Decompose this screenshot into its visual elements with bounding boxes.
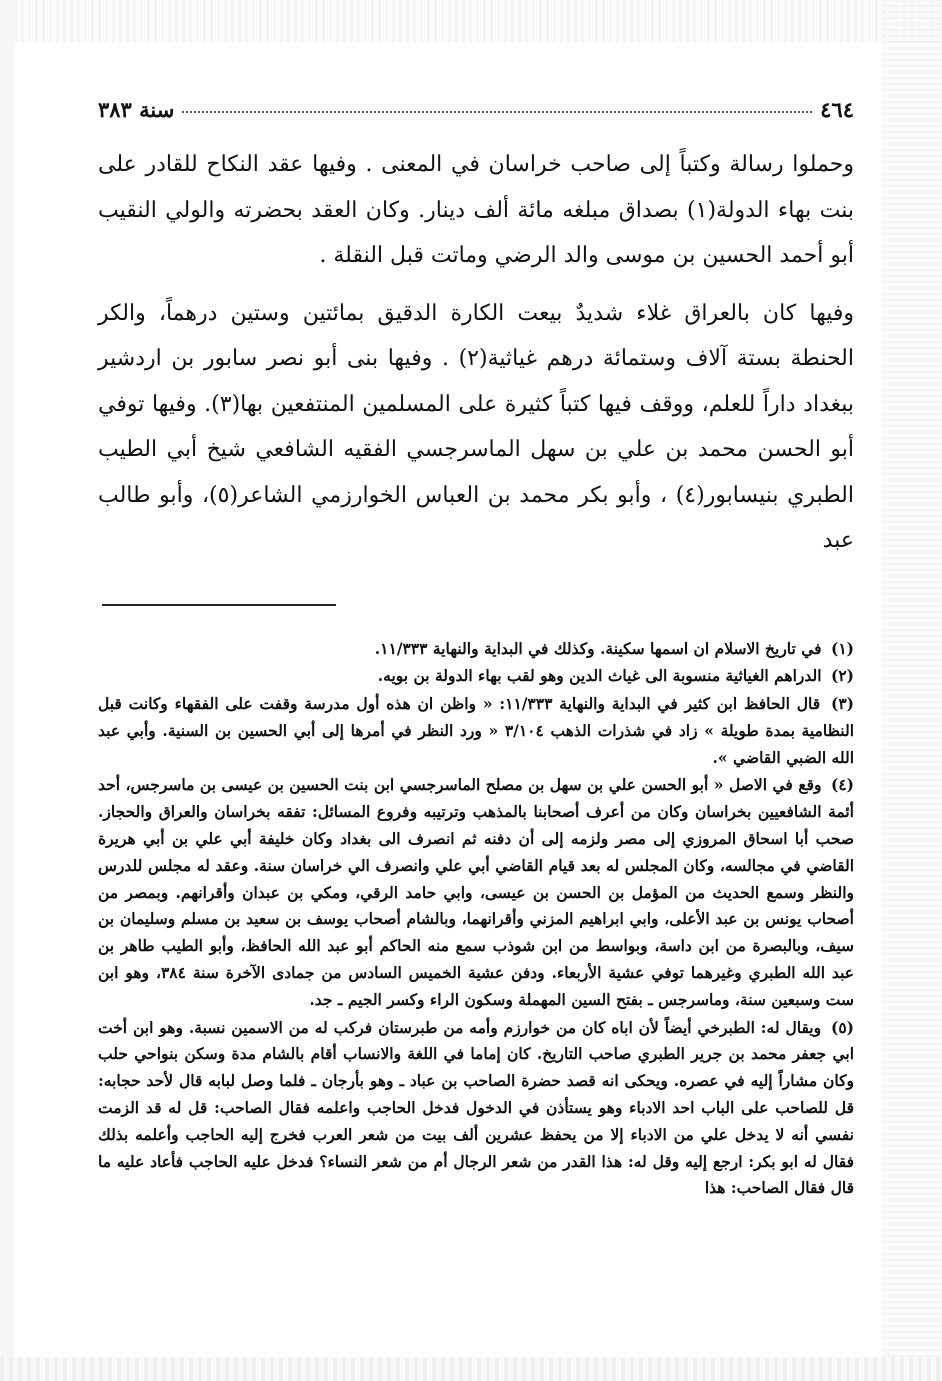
footnotes xyxy=(98,636,854,1203)
footnote-text: في تاريخ الاسلام ان اسمها سكينة. وكذلك في البداية والنهاية ١١/٣٣٣. xyxy=(374,638,822,658)
scan-edge-top xyxy=(0,0,942,42)
header-dotted-leader xyxy=(182,111,812,113)
scan-edge-right xyxy=(882,0,942,1381)
page-number: ٤٦٤ xyxy=(820,97,854,122)
paragraph-2: وفيها كان بالعراق غلاء شديدٌ بيعت الكارة الدقيق بمائتين وستين درهماً، والكر الحنطة بستة آلاف وستمائة درهم غياثية(٢) . وفيها بنى أبو نصر سابور بن اردشير ببغداد داراً للعلم، ووقف فيها كتباً كثيرة على المسلمين المنتفعين بها(٣). وفيها توفي أبو الحسن محمد بن علي بن سهل الماسرجسي الفقيه الشافعي شيخ أبي الطيب الطبري بنيسابور(٤) ، وأبو بكر محمد بن العباس الخوارزمي الشاعر(٥)، وأبو طالب عبد xyxy=(98,300,855,553)
main-text xyxy=(98,142,854,564)
book-page xyxy=(98,88,854,1203)
footnote-text: ويقال له: الطبرخي أيضاً لأن اباه كان من خوارزم وأمه من طبرستان فركب له من الاسمين نسبة. وهو ابن أخت ابي جعفر محمد بن جرير الطبري صاحب التاريخ. كان إماما في اللغة والانساب أقام بالشام مدة وسكن بنواحي حلب وكان مشاراً إليه في عصره. ويحكى انه قصد حضرة الصاحب بن عباد ـ وهو بأرجان ـ فلما وصل لبابه قال لأحد حجابه: قل للصاحب على الباب احد الادباء وهو يستأذن في الدخول فدخل الحاجب واعلمه فقال الصاحب: قل له قد الزمت نفسي أنه لا يدخل علي من الادباء إلا من يحفظ عشرين ألف بيت من شعر العرب فخرج إليه الحاجب وأعلمه بذلك فقال له ابو بكر: ارجع إليه وقل له: هذا القدر من شعر الرجال أم من شعر النساء؟ فدخل عليه الحاجب فأعاد عليه ما قال فقال الصاحب: هذا xyxy=(98,1017,854,1198)
footnote-text: الدراهم الغياثية منسوبة الى غياث الدين وهو لقب بهاء الدولة بن بويه. xyxy=(377,666,822,686)
footnote-text: وقع في الاصل « أبو الحسن علي بن سهل بن مصلح الماسرجسي ابن بنت الحسين بن عيسى بن ماسرجس، أحد أئمة الشافعيين بخراسان وكان من أعرف أصحابنا بالمذهب وترتيبه وفروع المسائل: تفقه بخراسان والعراق والحجاز. صحب أبا اسحاق المروزي إلى مصر ولزمه إلى أن دفنه ثم انصرف الى بغداد وكان خليفة أبي علي بن أبي هريرة القاضي في مجالسه، وكان المجلس له بعد قيام القاضي أبي علي وانصرف الي خراسان سنة. وعقد له مجلس للدرس والنظر وسمع الحديث من المؤمل بن الحسن بن عيسى، وابي حامد الرقي، ومكي بن عبدان وأقرانهم. وبمصر من أصحاب يونس بن عبد الأعلى، وابي ابراهيم المزني وأقرانهما، وبالشام أصحاب يوسف بن سعيد بن مسلم وسليمان بن سيف، وبالبصرة من ابن داسة، وبواسط من ابن شوذب سمع منه الحاكم أبو عبد الله الحافظ، وأبو الطيب طاهر بن عبد الله الطبري وغيرهما توفي عشية الأربعاء. ودفن عشية الخميس السادس من جمادى الآخرة سنة ٣٨٤، وهو ابن ست وسبعين سنة، وماسرجس ـ بفتح السين المهملة وسكون الراء وكسر الجيم ـ جد. xyxy=(98,775,854,1009)
header-year: سنة ٣٨٣ xyxy=(98,97,175,122)
footnote-5 xyxy=(98,1015,854,1203)
paragraph-1: وحملوا رسالة وكتباً إلى صاحب خراسان في المعنى . وفيها عقد النكاح للقادر على بنت بهاء الدولة(١) بصداق مبلغه مائة ألف دينار. وكان العقد بحضرته والولي النقيب أبو أحمد الحسين بن موسى والد الرضي وماتت قبل النقلة . xyxy=(98,152,855,268)
footnote-1 xyxy=(98,636,854,663)
footnote-2 xyxy=(98,663,854,690)
footnote-number: (٣) xyxy=(830,694,854,714)
footnote-number: (٤) xyxy=(830,775,854,795)
footnote-number: (٥) xyxy=(830,1017,854,1037)
footnote-number: (١) xyxy=(830,638,854,658)
footnote-separator xyxy=(102,604,336,606)
footnote-4 xyxy=(98,772,854,1013)
footnote-text: قال الحافظ ابن كثير في البداية والنهاية ١١/٣٣٣: « واظن ان هذه أول مدرسة وقفت على الفقهاء وكانت قبل النظامية بمدة طويلة » زاد في شذرات الذهب ٣/١٠٤ « ورد النظر في أمرها إلى أبي الحسين بن السنية. وأبي عبد الله الضبي القاضي ». xyxy=(98,694,854,767)
footnote-number: (٢) xyxy=(830,666,854,686)
running-header xyxy=(98,88,854,122)
footnote-3 xyxy=(98,691,854,771)
scan-edge-left xyxy=(0,0,14,1381)
scan-edge-bottom xyxy=(0,1357,942,1381)
